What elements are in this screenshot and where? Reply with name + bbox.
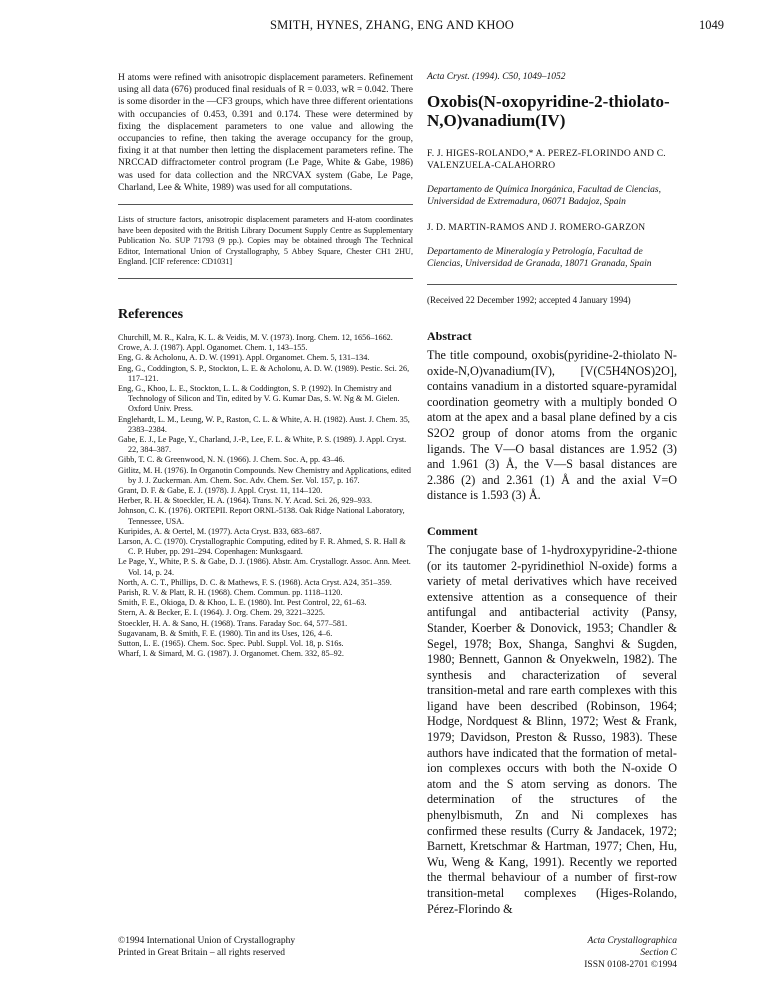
- reference-item: Eng, G., Coddington, S. P., Stockton, L. E. & Acholonu, A. D. W. (1989). Pestic. Sci. 26, 117–121.: [118, 363, 410, 383]
- copyright-line: ©1994 International Union of Crystallography: [118, 936, 296, 946]
- reference-item: Smith, F. E., Okioga, D. & Khoo, L. E. (1980). Int. Pest Control, 22, 61–63.: [118, 598, 367, 608]
- reference-item: Le Page, Y., White, P. S. & Gabe, D. J. (1986). Abstr. Am. Crystallogr. Assoc. Ann. Meet. Vol. 14, p. 24.: [118, 557, 411, 577]
- page-number: 1049: [699, 18, 724, 32]
- abstract-heading: Abstract: [427, 329, 472, 343]
- received-dates: (Received 22 December 1992; accepted 4 January 1994): [427, 295, 631, 305]
- reference-item: Sugavanam, B. & Smith, F. E. (1980). Tin and its Uses, 126, 4–6.: [118, 628, 333, 638]
- references-heading: References: [118, 307, 184, 322]
- references-list: [118, 333, 413, 660]
- reference-item: Crowe, A. J. (1987). Appl. Oganomet. Chem. 1, 143–155.: [118, 343, 308, 353]
- reference-item: Kuripides, A. & Oertel, M. (1977). Acta Cryst. B33, 683–687.: [118, 526, 322, 536]
- left-column: [118, 72, 413, 660]
- reference-item: Grant, D. F. & Gabe, E. J. (1978). J. Appl. Cryst. 11, 114–120.: [118, 486, 323, 496]
- divider: [118, 204, 413, 205]
- reference-item: North, A. C. T., Phillips, D. C. & Mathews, F. S. (1968). Acta Cryst. A24, 351–359.: [118, 577, 392, 587]
- journal-citation: Acta Cryst. (1994). C50, 1049–1052: [427, 72, 566, 82]
- copyright-footer: [118, 935, 295, 959]
- comment-text: The conjugate base of 1-hydroxypyridine-2-thione (or its tautomer 2-pyridinethiol N-oxide) forms a variety of metal derivatives which have received extensive attention as a consequence of their antifungal and antibacterial activity (Pansy, Stander, Koerber & Donovick, 1953; Chandler & Segel, 1978; Box, Shanga, Sanghvi & Sugden, 1980; Bennett, Gannon & Onyekweln, 1982). The synthesis and characterization of several transition-metal and rare earth complexes with this ligand have been described (Robinson, 1964; Hodge, Nordquest & Blinn, 1972; West & Frank, 1979; Davidson, Preston & Russo, 1983). These authors have indicated that the formation of metal-ion complexes occurs with both the N-oxide O atom and the S atom serving as donors. The determination of the structures of the phenylbismuth, Zn and Ni complexes has confirmed these results (Curry & Jandacek, 1972; Barnett, Kretschmar & Hartman, 1977; Chen, Hu, Wu, Weng & Kang, 1991). Recently we reported the thermal behaviour of a number of first-row transition-metal complexes (Higes-Rolando, Pérez-Florindo &: [427, 542, 677, 916]
- reference-item: Eng, G., Khoo, L. E., Stockton, L. L. & Coddington, S. P. (1992). In Chemistry and Technology of Silicon and Tin, edited by V. G. Kumar Das, S. W. Ng & M. Gielen. Oxford Univ. Press.: [118, 384, 400, 414]
- reference-item: Stoeckler, H. A. & Sano, H. (1968). Trans. Faraday Soc. 64, 577–581.: [118, 618, 348, 628]
- reference-item: Larson, A. C. (1970). Crystallographic Computing, edited by F. R. Ahmed, S. R. Hall & C. P. Huber, pp. 291–294. Copenhagen: Munksgaard.: [118, 537, 406, 557]
- right-column: [427, 72, 677, 937]
- reference-item: Gibb, T. C. & Greenwood, N. N. (1966). J. Chem. Soc. A, pp. 43–46.: [118, 455, 345, 465]
- reference-item: Gabe, E. J., Le Page, Y., Charland, J.-P., Lee, F. L. & White, P. S. (1989). J. Appl. Cryst. 22, 384–387.: [118, 435, 407, 455]
- running-header: [0, 18, 784, 38]
- reference-item: Englehardt, L. M., Leung, W. P., Raston, C. L. & White, A. H. (1982). Aust. J. Chem. 35, 2383–2384.: [118, 414, 410, 434]
- reference-item: Herber, R. H. & Stoeckler, H. A. (1964). Trans. N. Y. Acad. Sci. 26, 929–933.: [118, 496, 373, 506]
- reference-item: Eng, G. & Acholonu, A. D. W. (1991). Appl. Organomet. Chem. 5, 131–134.: [118, 353, 370, 363]
- reference-item: Gitlitz, M. H. (1976). In Organotin Compounds. New Chemistry and Applications, edited by J. J. Zuckerman. Am. Chem. Soc. Adv. Chem. Ser. Vol. 157, p. 167.: [118, 465, 411, 485]
- divider: [427, 284, 677, 285]
- printed-line: Printed in Great Britain – all rights reserved: [118, 948, 285, 958]
- reference-item: Stern, A. & Becker, E. I. (1964). J. Org. Chem. 29, 3221–3225.: [118, 608, 325, 618]
- reference-item: Wharf, I. & Simard, M. G. (1987). J. Organomet. Chem. 332, 85–92.: [118, 649, 344, 659]
- comment-heading: Comment: [427, 523, 478, 538]
- reference-item: Churchill, M. R., Kalra, K. L. & Veidis, M. V. (1973). Inorg. Chem. 12, 1656–1662.: [118, 333, 393, 342]
- affiliation-2: Departamento de Mineralogía y Petrología, Facultad de Ciencias, Universidad de Granada, 18071 Granada, Spain: [427, 247, 652, 269]
- refinement-paragraph: H atoms were refined with anisotropic displacement parameters. Refinement using all data (676) produced final residuals of R = 0.033, wR = 0.042. There is some disorder in the —CF3 groups, which have three different orientations with occupancies of 0.453, 0.391 and 0.174. These were determined by fixing the displacement parameters to one value and allowing the occupancies to refine, then taking the average occupancy for the group, fixing it at that number then letting the displacement parameters refine. The NRCCAD diffractometer control program (Le Page, White & Gabe, 1986) was used for data collection and the NRCVAX system (Gabe, Le Page, Charland, Lee & White, 1989) was used for all computations.: [118, 73, 413, 193]
- authors-group-2: J. D. MARTIN-RAMOS AND J. ROMERO-GARZON: [427, 223, 646, 233]
- reference-item: Johnson, C. K. (1976). ORTEPII. Report ORNL-5138. Oak Ridge National Laboratory, Tennessee, USA.: [118, 506, 405, 526]
- journal-footer: [560, 935, 677, 971]
- reference-item: Sutton, L. E. (1965). Chem. Soc. Spec. Publ. Suppl. Vol. 18, p. S16s.: [118, 639, 344, 649]
- journal-section: Acta Crystallographica Section C: [587, 936, 677, 958]
- abstract-text: The title compound, oxobis(pyridine-2-thiolato N-oxide-N,O)vanadium(IV), [V(C5H4NOS)2O], contains vanadium in a distorted square-pyramidal coordination geometry with a multiply bonded O atom at the apex and a basal plane defined by a cis S2O2 group of donor atoms from the organic ligands. The V—O basal distances are 1.952 (3) and 1.961 (3) Å, the V—S basal distances are 2.386 (2) and 2.361 (1) Å and the axial V=O distance is 1.593 (3) Å.: [427, 348, 677, 503]
- divider: [118, 278, 413, 279]
- affiliation-1: Departamento de Química Inorgánica, Facultad de Ciencias, Universidad de Extremadura, 06071 Badajoz, Spain: [427, 185, 661, 207]
- deposition-note: Lists of structure factors, anisotropic displacement parameters and H-atom coordinates have been deposited with the British Library Document Supply Centre as Supplementary Publication No. SUP 71793 (9 pp.). Copies may be obtained through The Technical Editor, International Union of Crystallography, 5 Abbey Square, Chester CH1 2HU, England. [CIF reference: CD1031]: [118, 215, 413, 267]
- authors-group-1: F. J. HIGES-ROLANDO,* A. PEREZ-FLORINDO AND C. VALENZUELA-CALAHORRO: [427, 149, 666, 171]
- article-title: Oxobis(N-oxopyridine-2-thiolato-N,O)vanadium(IV): [427, 92, 670, 130]
- running-head-authors: SMITH, HYNES, ZHANG, ENG AND KHOO: [269, 18, 515, 32]
- reference-item: Parish, R. V. & Platt, R. H. (1968). Chem. Commun. pp. 1118–1120.: [118, 588, 343, 598]
- issn-line: ISSN 0108-2701 ©1994: [584, 960, 677, 970]
